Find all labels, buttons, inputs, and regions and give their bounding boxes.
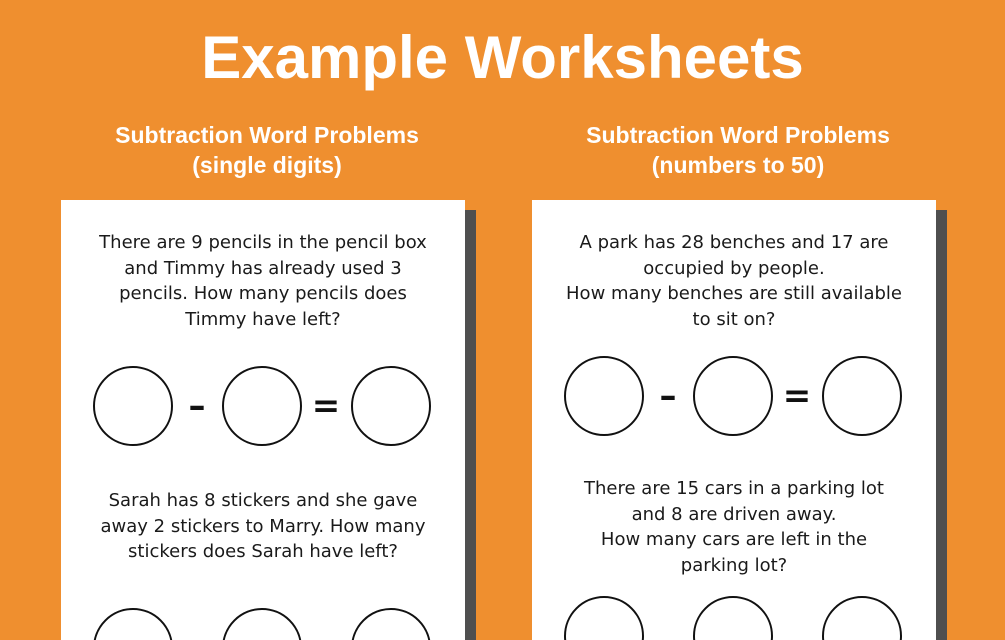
page-title: Example Worksheets: [201, 24, 804, 91]
answer-circle-difference[interactable]: [822, 356, 902, 436]
word-problem-stickers: [73, 488, 453, 565]
answer-circle-minuend[interactable]: [93, 608, 173, 640]
answer-circle-subtrahend[interactable]: [693, 596, 773, 640]
answer-circle-subtrahend[interactable]: [693, 356, 773, 436]
word-problem-pencils: [73, 230, 453, 332]
problem-line: away 2 stickers to Marry. How many: [100, 515, 426, 537]
worksheet-heading-line: Subtraction Word Problems: [115, 122, 419, 148]
worksheet-heading-subtitle: (numbers to 50): [651, 152, 825, 178]
problem-line: There are 15 cars in a parking lot: [584, 478, 884, 499]
problem-line: There are 9 pencils in the pencil box: [99, 232, 427, 253]
equals-sign: =: [782, 376, 812, 416]
worksheet-heading-single-digits: [32, 120, 502, 180]
answer-circle-minuend[interactable]: [564, 356, 644, 436]
problem-line: How many benches are still available: [566, 283, 902, 304]
problem-line: and 8 are driven away.: [631, 503, 837, 525]
problem-line: to sit on?: [692, 308, 776, 330]
equals-sign: =: [311, 386, 341, 426]
problem-line: stickers does Sarah have left?: [128, 541, 398, 562]
worksheet-heading-numbers-to-50: [503, 120, 973, 180]
word-problem-benches: [544, 230, 924, 332]
answer-circle-subtrahend[interactable]: [222, 366, 302, 446]
subtraction-equation: [61, 366, 465, 448]
subtraction-equation: [532, 356, 936, 438]
problem-line: Timmy have left?: [185, 308, 341, 330]
answer-circle-difference[interactable]: [351, 608, 431, 640]
problem-line: A park has 28 benches and 17 are: [579, 232, 889, 253]
minus-sign: –: [188, 386, 206, 426]
worksheet-card-numbers-to-50: [532, 200, 936, 640]
worksheet-heading-subtitle: (single digits): [192, 152, 342, 178]
minus-sign: –: [659, 376, 677, 416]
problem-line: occupied by people.: [643, 257, 825, 279]
problem-line: pencils. How many pencils does: [119, 283, 407, 304]
subtraction-equation-partial: [61, 608, 465, 640]
answer-circle-difference[interactable]: [822, 596, 902, 640]
problem-line: Sarah has 8 stickers and she gave: [108, 490, 418, 511]
problem-line: How many cars are left in the: [600, 529, 868, 550]
answer-circle-difference[interactable]: [351, 366, 431, 446]
answer-circle-minuend[interactable]: [564, 596, 644, 640]
word-problem-cars: [544, 476, 924, 578]
subtraction-equation-partial: [532, 596, 936, 640]
answer-circle-subtrahend[interactable]: [222, 608, 302, 640]
problem-line: and Timmy has already used 3: [124, 257, 402, 279]
answer-circle-minuend[interactable]: [93, 366, 173, 446]
worksheet-card-single-digits: [61, 200, 465, 640]
problem-line: parking lot?: [680, 554, 788, 576]
worksheet-heading-line: Subtraction Word Problems: [586, 122, 890, 148]
